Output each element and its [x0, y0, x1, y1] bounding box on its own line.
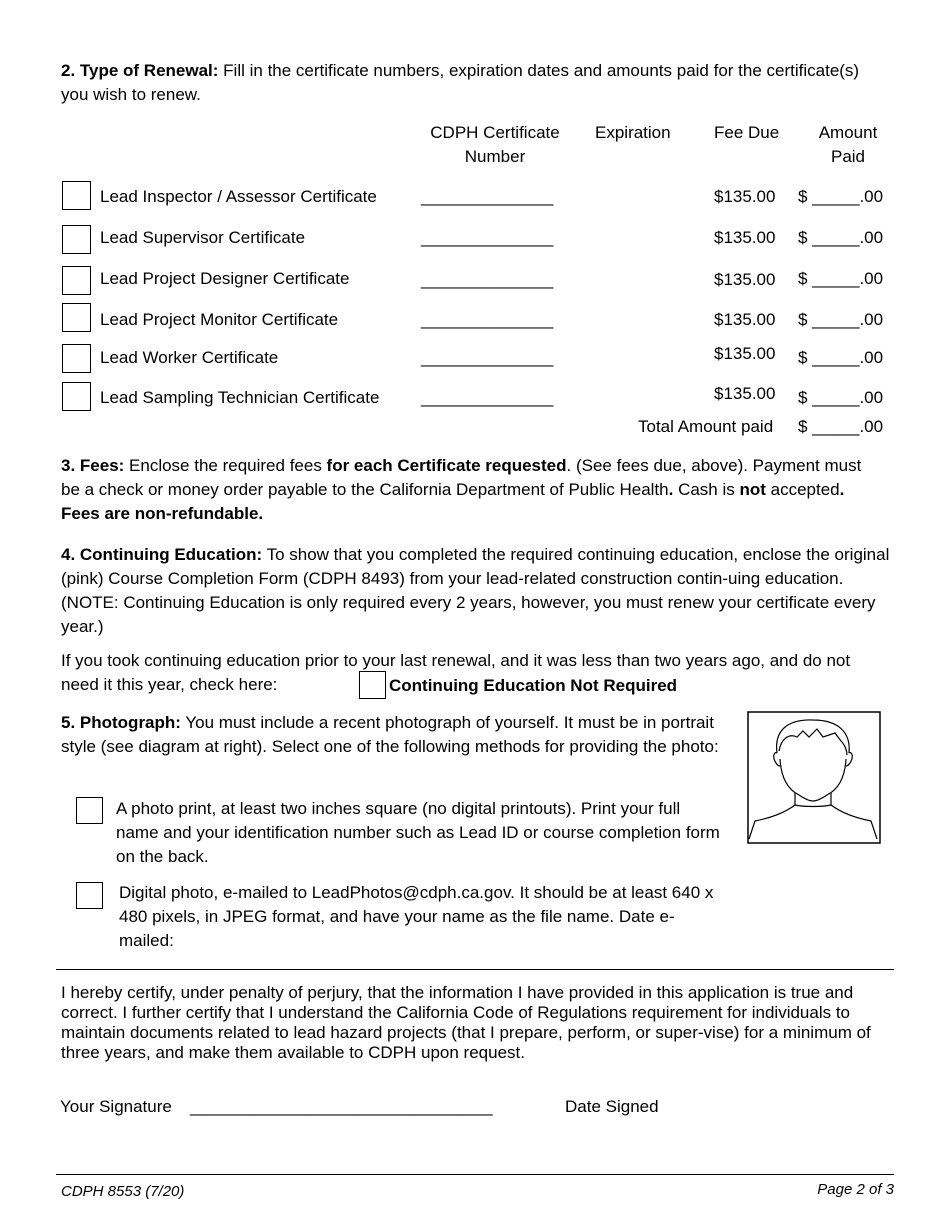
total-amount-field[interactable]: $ _____.00: [798, 417, 884, 436]
fees-heading: 3. Fees:: [61, 456, 125, 475]
checkbox-photo-print[interactable]: [76, 797, 103, 824]
ce-prior-text: If you took continuing education prior to your last renewal, and it was less than two years ago, and do not need it this year, check here:: [61, 651, 851, 694]
row-label: Lead Worker Certificate: [100, 348, 279, 367]
column-header-cert-number: CDPH Certificate Number: [430, 123, 560, 166]
row-label: Lead Supervisor Certificate: [100, 228, 306, 247]
checkbox-photo-email[interactable]: [76, 882, 103, 909]
renewal-intro-text: Fill in the certificate numbers, expiration dates and amounts paid for the certificate(s) you wish to renew.: [61, 61, 860, 104]
renewal-intro: [61, 59, 861, 107]
signature-field[interactable]: ________________________________: [190, 1097, 493, 1116]
photograph-section: 5. Photograph: You must include a recent photograph of yourself. It must be in portrait style (see diagram at right). Select one of the following methods for providing the photo:: [61, 713, 719, 756]
fees-section: 3. Fees: Enclose the required fees for each Certificate requested. (See fees due, above). Payment must be a check or money order payable to the California Department of Public Health. Cash is not accepted. Fees are non-refundable.: [61, 456, 862, 523]
photo-heading: 5. Photograph:: [61, 713, 181, 732]
amount-paid-field[interactable]: $ _____.00: [798, 388, 884, 407]
photo-option-email: Digital photo, e-mailed to LeadPhotos@cdph.ca.gov. It should be at least 640 x 480 pixels, in JPEG format, and have your name as the file name. Date e-mailed:: [119, 883, 714, 950]
checkbox-inspector-assessor[interactable]: [62, 181, 91, 210]
amount-paid-field[interactable]: $ _____.00: [798, 269, 884, 288]
certification-statement: I hereby certify, under penalty of perjury, that the information I have provided in this application is true and correct. I further certify that I understand the California Code of Regulations requirement for individuals to maintain documents related to lead hazard projects (that I prepare, perform, or super-vise) for a minimum of three years, and make them available to CDPH upon request.: [61, 983, 871, 1062]
checkbox-sampling-technician[interactable]: [62, 382, 91, 411]
row-fee: $135.00: [714, 384, 776, 403]
ce-heading: 4. Continuing Education:: [61, 545, 263, 564]
row-label: Lead Sampling Technician Certificate: [100, 388, 380, 407]
checkbox-worker[interactable]: [62, 344, 91, 373]
cert-number-field[interactable]: ______________: [421, 187, 554, 206]
checkbox-supervisor[interactable]: [62, 225, 91, 254]
footer-divider: [56, 1174, 894, 1175]
cert-number-field[interactable]: ______________: [421, 388, 554, 407]
amount-paid-field[interactable]: $ _____.00: [798, 187, 884, 206]
row-fee: $135.00: [714, 344, 776, 363]
row-label: Lead Project Monitor Certificate: [100, 310, 339, 329]
column-header-amount-paid: Amount Paid: [818, 123, 878, 166]
cert-number-field[interactable]: ______________: [421, 228, 554, 247]
ce-not-required-label: Continuing Education Not Required: [389, 676, 678, 695]
checkbox-project-monitor[interactable]: [62, 303, 91, 332]
amount-paid-field[interactable]: $ _____.00: [798, 228, 884, 247]
cert-number-field[interactable]: ______________: [421, 270, 554, 289]
renewal-heading: 2. Type of Renewal:: [61, 61, 219, 80]
row-label: Lead Inspector / Assessor Certificate: [100, 187, 377, 206]
date-signed-label: Date Signed: [565, 1097, 659, 1116]
row-label: Lead Project Designer Certificate: [100, 269, 350, 288]
portrait-diagram-icon: [747, 711, 881, 844]
checkbox-project-designer[interactable]: [62, 266, 91, 295]
row-fee: $135.00: [714, 228, 776, 247]
signature-label: Your Signature: [60, 1097, 172, 1116]
cert-number-field[interactable]: ______________: [421, 310, 554, 329]
column-header-fee-due: Fee Due: [714, 123, 780, 142]
form-id: CDPH 8553 (7/20): [61, 1183, 185, 1200]
total-amount-label: Total Amount paid: [638, 417, 774, 436]
row-fee: $135.00: [714, 310, 776, 329]
row-fee: $135.00: [714, 187, 776, 206]
section-divider: [56, 969, 894, 970]
continuing-education-section: 4. Continuing Education: To show that you completed the required continuing education, enclose the original (pink) Course Completion Form (CDPH 8493) from your lead-related construction contin-uing education. (NOTE: Continuing Education is only required every 2 years, however, you must renew your certificate every year.): [61, 545, 890, 636]
cert-number-field[interactable]: ______________: [421, 348, 554, 367]
column-header-expiration: Expiration: [595, 123, 671, 142]
page-number: Page 2 of 3: [817, 1181, 894, 1198]
amount-paid-field[interactable]: $ _____.00: [798, 348, 884, 367]
checkbox-ce-not-required[interactable]: [359, 671, 386, 699]
row-fee: $135.00: [714, 270, 776, 289]
amount-paid-field[interactable]: $ _____.00: [798, 310, 884, 329]
photo-option-print: A photo print, at least two inches square (no digital printouts). Print your full name and your identification number such as Lead ID or course completion form on the back.: [116, 799, 720, 866]
